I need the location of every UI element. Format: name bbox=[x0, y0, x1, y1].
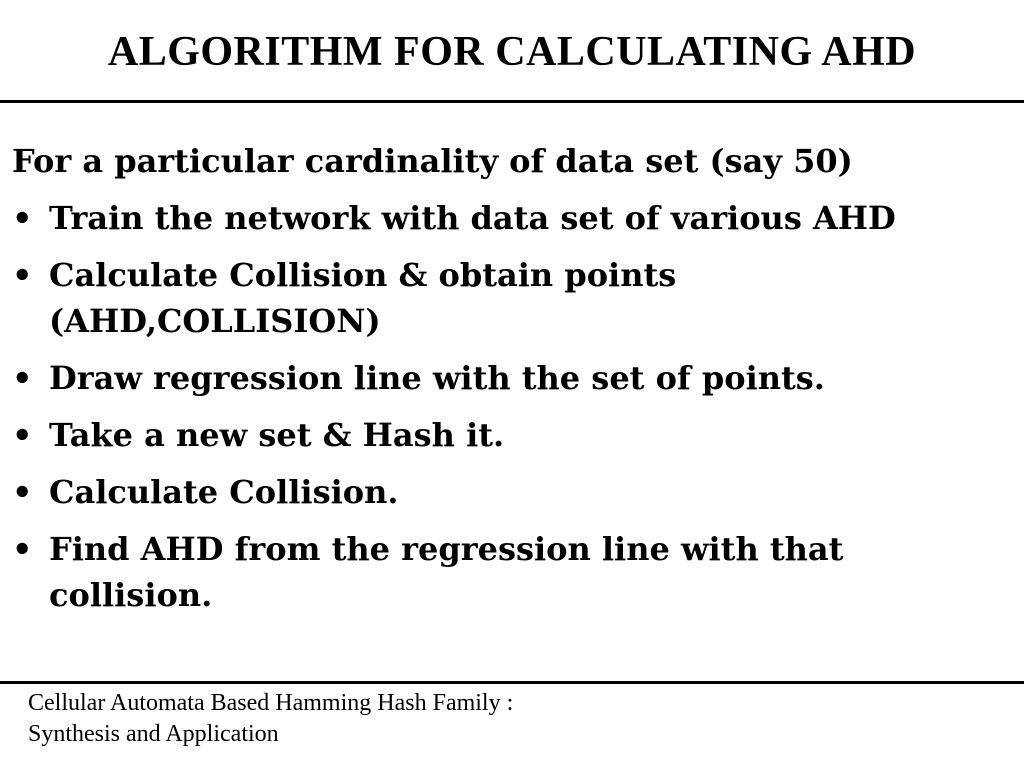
slide-title: ALGORITHM FOR CALCULATING AHD bbox=[107, 29, 917, 75]
bullet-icon: • bbox=[12, 416, 33, 454]
bullet-text: Find AHD from the regression line with that collision. bbox=[49, 530, 844, 614]
slide-body bbox=[12, 138, 1002, 618]
bullet-icon: • bbox=[12, 473, 33, 511]
bullet-text: Calculate Collision. bbox=[49, 473, 399, 511]
bullet-text: Train the network with data set of various AHD bbox=[49, 199, 896, 237]
bullet-list bbox=[12, 195, 1002, 618]
bullet-item bbox=[12, 252, 1002, 344]
footer-divider bbox=[0, 681, 1024, 684]
bullet-text: Draw regression line with the set of points. bbox=[49, 359, 825, 397]
bullet-item bbox=[12, 355, 1002, 401]
bullet-text: Take a new set & Hash it. bbox=[49, 416, 505, 454]
bullet-icon: • bbox=[12, 256, 33, 294]
footer-line-2: Synthesis and Application bbox=[28, 721, 279, 747]
title-divider bbox=[0, 100, 1024, 103]
bullet-icon: • bbox=[12, 359, 33, 397]
bullet-item bbox=[12, 195, 1002, 241]
bullet-item bbox=[12, 526, 1002, 618]
footer-line-1: Cellular Automata Based Hamming Hash Family : bbox=[28, 690, 514, 716]
bullet-item bbox=[12, 469, 1002, 515]
bullet-text: Calculate Collision & obtain points (AHD,COLLISION) bbox=[49, 256, 677, 340]
intro-text: For a particular cardinality of data set (say 50) bbox=[12, 142, 853, 180]
bullet-icon: • bbox=[12, 199, 33, 237]
footer bbox=[28, 688, 513, 750]
bullet-icon: • bbox=[12, 530, 33, 568]
bullet-item bbox=[12, 412, 1002, 458]
